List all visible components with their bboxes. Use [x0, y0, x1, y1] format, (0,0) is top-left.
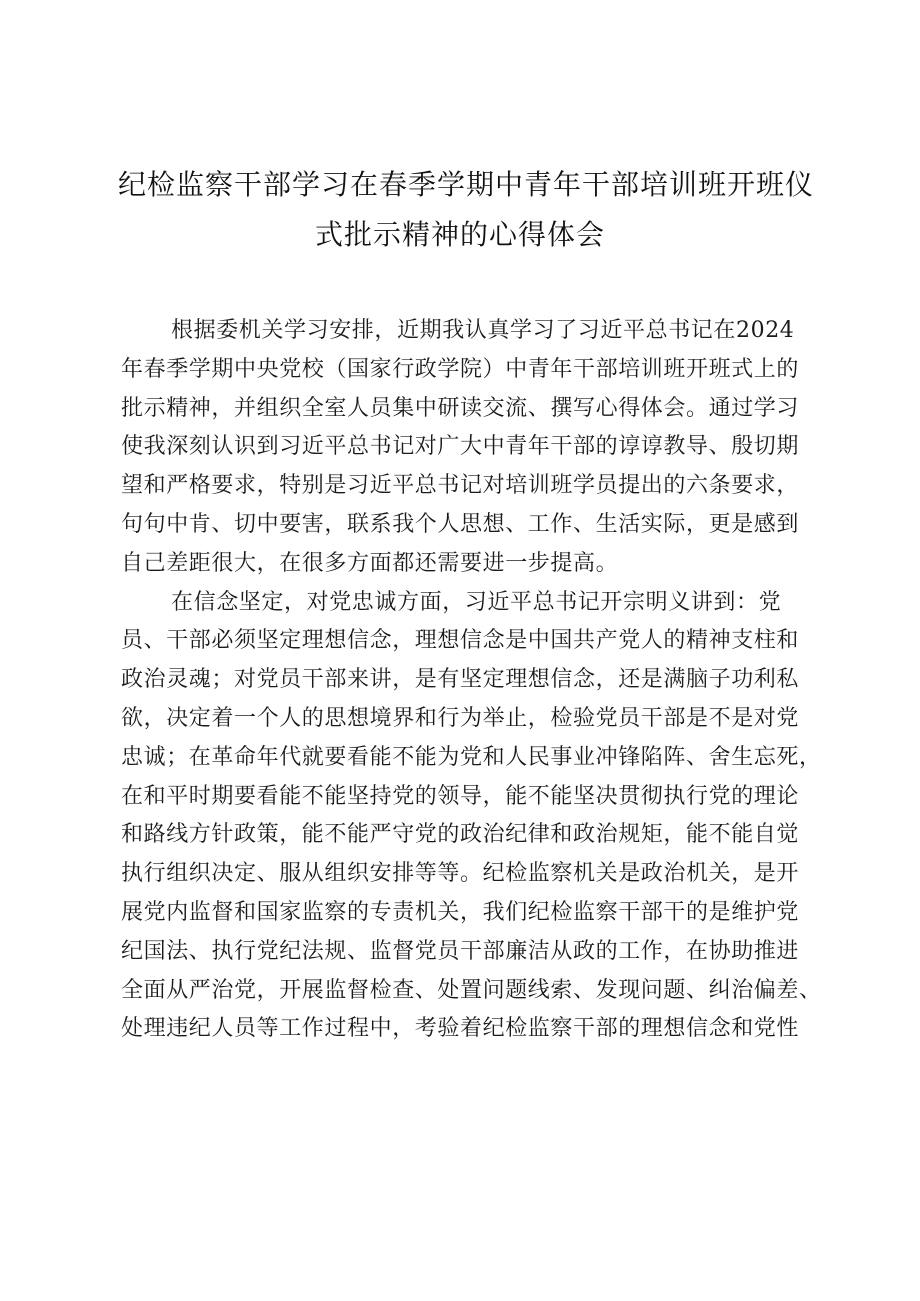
paragraph-line: 根据委机关学习安排，近期我认真学习了习近平总书记在2024: [171, 318, 795, 343]
title-line-1: 纪检监察干部学习在春季学期中青年干部培训班开班仪: [118, 168, 815, 201]
paragraph-line: 忠诚；在革命年代就要看能不能为党和人民事业冲锋陷阵、舍生忘死，: [121, 744, 822, 770]
paragraph-line: 句句中肯、切中要害，联系我个人思想、工作、生活实际，更是感到: [121, 511, 800, 537]
paragraph-line: 纪国法、执行党纪法规、监督党员干部廉洁从政的工作，在协助推进: [121, 938, 800, 964]
paragraph-line: 执行组织决定、服从组织安排等等。纪检监察机关是政治机关，是开: [121, 861, 800, 887]
paragraph-2: [121, 584, 822, 1050]
paragraph-line: 年春季学期中央党校（国家行政学院）中青年干部培训班开班式上的: [121, 356, 800, 382]
paragraph-line: 全面从严治党，开展监督检查、处置问题线索、发现问题、纠治偏差、: [121, 977, 822, 1003]
paragraph-line: 批示精神，并组织全室人员集中研读交流、撰写心得体会。通过学习: [121, 395, 800, 421]
paragraph-line: 政治灵魂；对党员干部来讲，是有坚定理想信念，还是满脑子功利私: [121, 667, 800, 693]
paragraph-line: 员、干部必须坚定理想信念，理想信念是中国共产党人的精神支柱和: [121, 628, 800, 654]
paragraph-line: 展党内监督和国家监察的专责机关，我们纪检监察干部干的是维护党: [121, 899, 800, 925]
title-line-2: 式批示精神的心得体会: [314, 218, 605, 251]
paragraph-line: 在信念坚定，对党忠诚方面，习近平总书记开宗明义讲到：党: [171, 589, 782, 615]
document-body: [121, 312, 822, 1049]
paragraph-line: 和路线方针政策，能不能严守党的政治纪律和政治规矩，能不能自觉: [121, 822, 800, 848]
paragraph-line: 在和平时期要看能不能坚持党的领导，能不能坚决贯彻执行党的理论: [121, 783, 800, 809]
paragraph-line: 望和严格要求，特别是习近平总书记对培训班学员提出的六条要求，: [121, 473, 800, 499]
paragraph-line: 处理违纪人员等工作过程中，考验着纪检监察干部的理想信念和党性: [121, 1016, 800, 1042]
paragraph-line: 欲，决定着一个人的思想境界和行为举止，检验党员干部是不是对党: [121, 705, 800, 731]
paragraph-line: 使我深刻认识到习近平总书记对广大中青年干部的谆谆教导、殷切期: [121, 434, 800, 460]
paragraph-line: 自己差距很大，在很多方面都还需要进一步提高。: [121, 550, 619, 576]
paragraph-1: [121, 312, 801, 584]
document-title: [118, 160, 815, 260]
